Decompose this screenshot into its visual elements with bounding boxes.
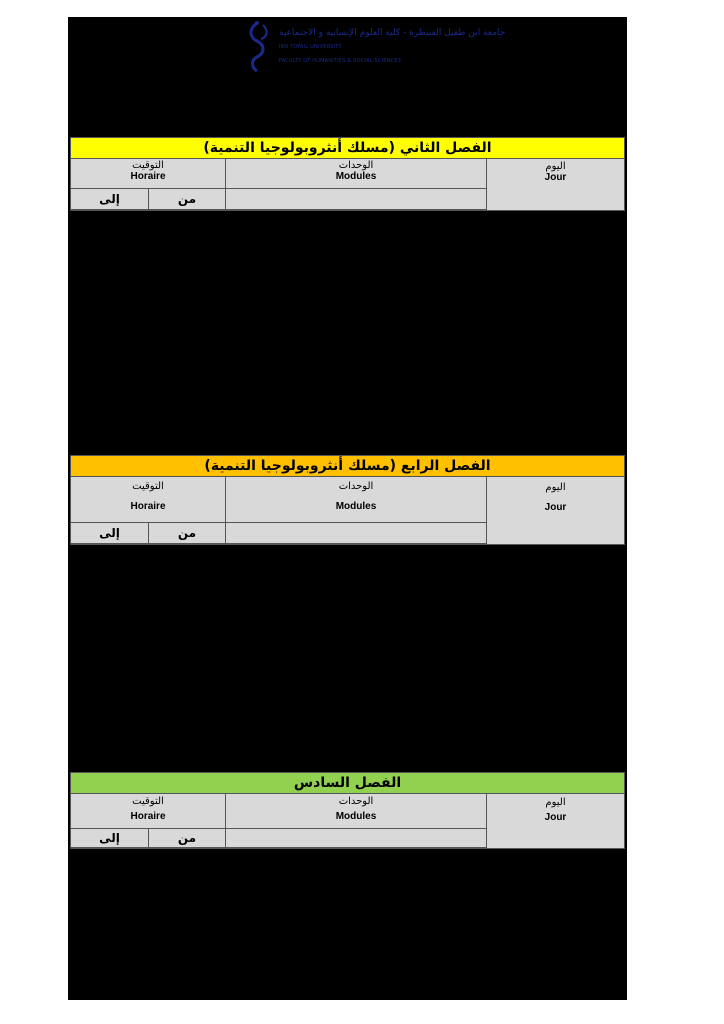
modules-empty-cell <box>226 829 487 848</box>
semester-4-table <box>70 477 625 545</box>
semester-2-section <box>70 137 625 211</box>
modules-empty-cell <box>226 523 487 544</box>
from-header: من <box>149 829 226 848</box>
to-header: إلى <box>71 189 149 210</box>
semester-2-table <box>70 159 625 211</box>
to-header: إلى <box>71 829 149 848</box>
to-header: إلى <box>71 523 149 544</box>
document-page <box>68 17 627 1000</box>
logo-emblem-icon <box>243 19 273 75</box>
logo-english-line-2: FACULTY OF HUMANITIES & SOCIAL SCIENCES <box>279 58 401 64</box>
modules-header: الوحدات Modules <box>226 794 487 829</box>
time-header: التوقيت Horaire <box>71 159 226 189</box>
day-header: اليوم Jour <box>487 794 624 848</box>
semester-2-title: الفصل الثاني (مسلك أنثروبولوجيا التنمية) <box>70 137 625 159</box>
logo-arabic-text: جامعة ابن طفيل القنيطرة - كلية العلوم الإنسانية و الاجتماعية <box>279 28 506 38</box>
semester-4-title: الفصل الرابع (مسلك أنثروبولوجيا التنمية) <box>70 455 625 477</box>
university-logo <box>243 19 506 77</box>
day-header: اليوم Jour <box>487 477 624 544</box>
semester-6-section <box>70 772 625 849</box>
modules-header: الوحدات Modules <box>226 477 487 523</box>
day-header: اليوم Jour <box>487 159 624 210</box>
from-header: من <box>149 523 226 544</box>
time-header: التوقيت Horaire <box>71 477 226 523</box>
semester-6-table <box>70 794 625 849</box>
modules-empty-cell <box>226 189 487 210</box>
semester-4-section <box>70 455 625 545</box>
from-header: من <box>149 189 226 210</box>
time-header: التوقيت Horaire <box>71 794 226 829</box>
semester-6-title: الفصل السادس <box>70 772 625 794</box>
modules-header: الوحدات Modules <box>226 159 487 189</box>
logo-english-line-1: IBN TOFAIL UNIVERSITY <box>279 44 342 50</box>
